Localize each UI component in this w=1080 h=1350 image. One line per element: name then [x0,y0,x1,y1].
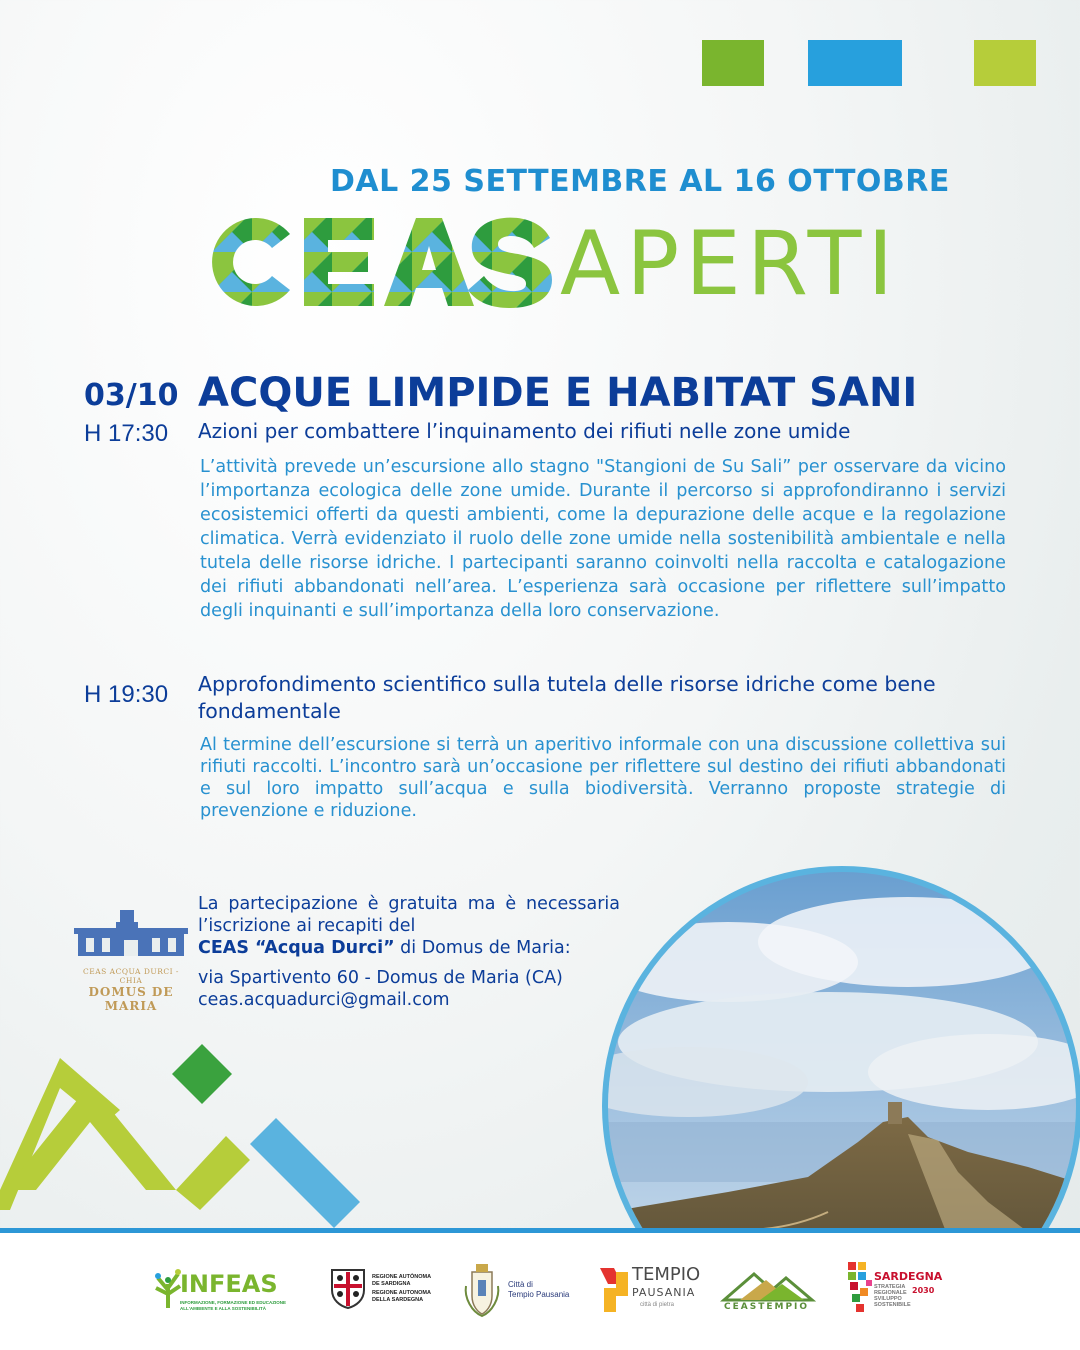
contact-intro [198,893,620,959]
session-description-2: Al termine dell’escursione si terrà un aperitivo informale con una discussione collettiva sui rifiuti raccolti. L’incontro sarà un’occasione per riflettere sul destino dei rifiuti abbandonati e sul loro impatto sull’acqua e sulla biodiversità. Verranno proposte strategie di prevenzione e riduzione. [200,735,1006,821]
accent-square-blue [808,40,902,86]
ceas-name: CEAS “Acqua Durci” [198,938,395,958]
tempio-line-2: PAUSANIA [632,1286,696,1299]
citta-line-2: Tempio Pausania [508,1290,570,1299]
citta-line-1: Città di [508,1280,533,1289]
regione-line-1: REGIONE AUTÒNOMA DE SARDIGNA [372,1274,431,1287]
regione-sardegna-logo [328,1262,438,1322]
tempio-mark-icon [600,1266,630,1314]
accent-square-green [702,40,764,86]
sardegna-2030-logo [846,1262,946,1322]
sardegna-line-3: REGIONALE [874,1290,907,1296]
decorative-chevrons [0,1040,360,1230]
brand-word-aperti: APERTI [560,212,900,315]
date-range: DAL 25 SETTEMBRE AL 16 OTTOBRE [330,164,950,199]
session-time-1: H 17:30 [84,420,169,447]
session-subtitle-1: Azioni per combattere l’inquinamento dei rifiuti nelle zone umide [198,419,851,443]
event-title: ACQUE LIMPIDE E HABITAT SANI [198,370,918,416]
session-subtitle-2: Approfondimento scientifico sulla tutela delle risorse idriche come bene fondamentale [198,672,936,723]
sardegna-line-4: SVILUPPO [874,1296,902,1302]
contact-email[interactable]: ceas.acquadurci@gmail.com [198,990,450,1010]
citta-crest-icon [462,1262,502,1318]
sardegna-line-1: SARDEGNA [874,1270,943,1283]
logo-caption-big: DOMUS DE MARIA [88,985,174,1013]
accent-square-lime [974,40,1036,86]
session-time-2: H 19:30 [84,681,169,708]
sardegna-year: 2030 [912,1286,935,1295]
citta-tempio-logo [462,1262,582,1322]
ceas-domus-logo [72,906,190,1013]
contact-address: via Spartivento 60 - Domus de Maria (CA) [198,968,563,988]
event-date: 03/10 [84,378,179,413]
sardegna-line-2: STRATEGIA [874,1284,906,1290]
tempio-line-3: città di pietra [640,1302,675,1308]
infeas-logo [152,1262,300,1322]
tempio-line-1: TEMPIO [632,1264,701,1285]
infeas-title: INFEAS [180,1270,278,1298]
mountains-icon [720,1264,816,1304]
sardegna-mosaic-icon [846,1260,874,1318]
ceastempio-logo [720,1262,820,1322]
regione-line-2: REGIONE AUTONOMA DELLA SARDEGNA [372,1290,431,1303]
regione-shield-icon [328,1266,368,1310]
logo-caption-small: CEAS ACQUA DURCI - CHIA [83,967,179,985]
ceas-suffix: di Domus de Maria: [400,938,571,958]
infeas-subtitle: INFORMAZIONE, FORMAZIONE ED EDUCAZIONE ALL'AMBIENTE E ALLA SOSTENIBILITÀ [180,1300,286,1311]
session-description-1: L’attività prevede un’escursione allo stagno "Stangioni de Su Sali” per osservare da vicino l’importanza ecologica delle zone umide. Durante il percorso si approfondiranno i servizi ecosistemici offerti da questi ambienti, come la depurazione delle acque e la regolazione climatica. Verrà evidenziato il ruolo delle zone umide nella sostenibilità ambientale e nella tutela delle risorse idriche. I partecipanti saranno coinvolti nella raccolta e catalogazione dei rifiuti abbandonati nell’area. L’esperienza sarà occasione per riflettere sull’impatto degli inquinanti e sull’importanza della loro conservazione. [200,457,1006,621]
tempio-pietra-logo [600,1262,704,1322]
brand-logo [212,212,1012,322]
ceas-mosaic-wordmark [212,212,562,312]
ceastempio-text: CEASTEMPIO [724,1302,810,1312]
lighthouse-building-icon [72,906,190,960]
contact-info [198,893,620,1011]
sardegna-line-5: SOSTENIBILE [874,1302,911,1308]
contact-intro-text: La partecipazione è gratuita ma è necessaria l’iscrizione ai recapiti del [198,894,620,936]
